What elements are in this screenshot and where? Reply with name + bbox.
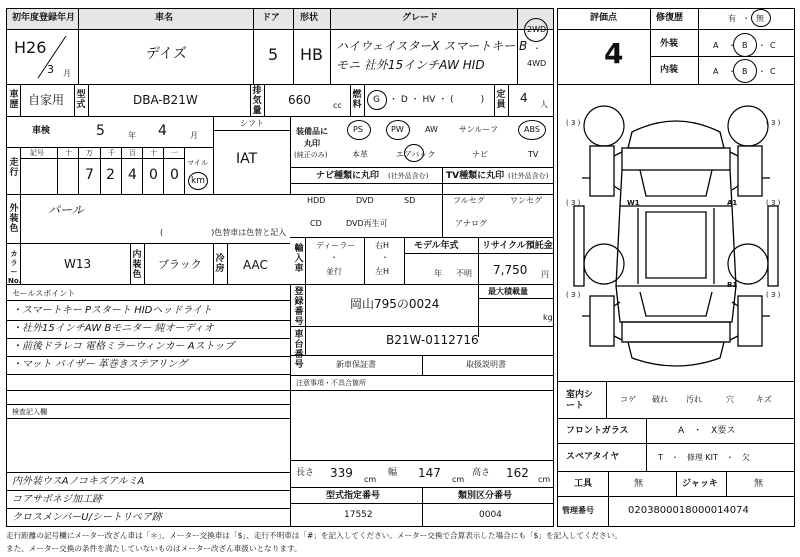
sales-line-3: ・前後ドラレコ 電格ミラーウィンカー Aストップ <box>12 341 235 352</box>
max-load-unit: kg <box>543 313 553 322</box>
equip-sunroof: サンルーフ <box>459 125 498 134</box>
import-label: 輸入車 <box>294 244 304 274</box>
inspection-label: 車検 <box>32 126 51 136</box>
fuel-label: 燃料 <box>352 90 362 110</box>
recycle-label: リサイクル預託金 <box>482 241 553 251</box>
capacity-value: 4 <box>520 91 528 105</box>
management-no-label: 管理番号 <box>562 506 594 515</box>
tools-value: 無 <box>634 479 644 489</box>
class-no-label: 類別区分番号 <box>458 491 513 501</box>
mileage-digit-3: 4 <box>128 167 137 183</box>
sales-line-4: ・マット バイザー 革巻きステアリング <box>12 359 188 370</box>
grade-line-2: モニ 社外15インチAW HID <box>336 58 485 72</box>
jack-value: 無 <box>754 479 764 489</box>
equip-aw: AW <box>425 125 438 134</box>
exterior-color-value: パール <box>48 203 84 217</box>
drive-2wd: 2WD <box>527 25 547 34</box>
car-type-label: 車歴 <box>9 90 19 110</box>
damage-mark-w1: W1 <box>627 199 640 207</box>
navi-cd: CD <box>310 219 322 228</box>
equip-pw: PW <box>391 125 404 134</box>
recycle-value: 7,750 <box>493 263 528 277</box>
import-dot-2: ・ <box>381 253 389 262</box>
diagram-q3-mid-right: ( 3 ) <box>766 199 781 207</box>
sales-line-2: ・社外15インチAW Bモニター 純オーディオ <box>12 323 214 334</box>
import-right: 右H <box>375 241 390 250</box>
car-name-header: 車名 <box>155 13 174 23</box>
header-band <box>7 9 553 29</box>
mileage-digit-5: 0 <box>170 167 179 183</box>
repair-no: 無 <box>756 14 764 23</box>
jack-label: ジャッキ <box>682 479 718 489</box>
equipment-label-1: 装備品に <box>296 127 328 136</box>
height-value: 162 <box>506 466 529 480</box>
first-reg-month-unit: 月 <box>63 69 71 78</box>
height-label: 高さ <box>472 468 491 478</box>
fuel-g: G <box>373 95 380 105</box>
recycle-unit: 円 <box>541 270 549 279</box>
int-grade-c: C <box>770 67 776 76</box>
navi-hdd: HDD <box>307 196 326 205</box>
int-dot-1: ・ <box>728 67 736 76</box>
model-year-label: モデル年式 <box>414 241 459 251</box>
mile-unit: マイル <box>187 159 208 167</box>
diagram-q3-bottom-left: ( 3 ) <box>566 291 581 299</box>
tv-sub: (社外品含む) <box>508 172 549 180</box>
grade-header: グレード <box>402 13 439 23</box>
spare-tire-label: スペアタイヤ <box>566 452 620 462</box>
chassis-value: B21W-0112716 <box>386 333 479 347</box>
length-unit: cm <box>364 475 377 484</box>
width-value: 147 <box>418 466 441 480</box>
diagram-q3-mid-left: ( 3 ) <box>566 199 581 207</box>
shape-value: HB <box>300 45 324 64</box>
seat-item-hole: 穴 <box>726 395 734 404</box>
equipment-label-2: 丸印 <box>304 139 320 148</box>
tv-oneseg: ワンセグ <box>510 196 542 205</box>
import-parallel: 並行 <box>326 267 342 276</box>
ac-label: 冷房 <box>215 254 225 274</box>
int-grade-a: A <box>713 67 719 76</box>
km-unit: km <box>191 176 205 186</box>
interior-color-label: 内装色 <box>132 250 142 280</box>
equip-abs: ABS <box>524 125 540 134</box>
footer-note-2: また、メーター交換の条件を満たしていないものはメーター改ざん車扱いとなります。 <box>6 544 302 553</box>
inspection-line-1: 内外装ウスAノコキズアルミA <box>12 476 145 487</box>
equip-tv: TV <box>528 150 539 159</box>
ext-grade-a: A <box>713 41 719 50</box>
inspection-line-2: コアサポネジ加工跡 <box>12 494 102 505</box>
int-grade-b: B <box>742 67 748 76</box>
car-name-value: デイズ <box>146 46 187 62</box>
ext-dot-1: ・ <box>728 41 736 50</box>
exterior-grade-label: 外装 <box>660 39 679 49</box>
digit-label-10man: 十 <box>65 149 72 157</box>
ext-grade-c: C <box>770 41 776 50</box>
equipment-label-3: (純正のみ) <box>294 151 328 159</box>
mileage-digit-1: 7 <box>85 167 94 183</box>
spare-tire-value: T ・ 修理 KIT ・ 欠 <box>658 453 750 462</box>
max-load-label: 最大積載量 <box>488 287 528 296</box>
length-value: 339 <box>330 466 353 480</box>
shape-header: 形状 <box>300 13 319 23</box>
ext-dot-2: ・ <box>758 41 766 50</box>
height-unit: cm <box>538 475 551 484</box>
digit-label-ichi: 一 <box>171 149 178 157</box>
length-label: 長さ <box>296 468 315 478</box>
repair-yes: 有 <box>728 14 736 23</box>
sales-line-1: ・スマートキー Pスタート HIDヘッドライト <box>12 305 213 316</box>
import-dealer: ディーラー <box>316 241 356 250</box>
drive-dot: ・ <box>533 44 541 53</box>
inspection-entry-label: 検査記入欄 <box>12 408 47 416</box>
diagram-q3-top-left: ( 3 ) <box>566 119 581 127</box>
tools-label: 工具 <box>574 479 593 489</box>
footer-note-1: 走行距離の記号欄にメーター改ざん車は「＊」、メーター交換車は「$」、走行不明車は「#」を記入してください。メーター交換で合算表示した場合にも「$」を記入してください。 <box>6 531 622 540</box>
model-label: 型式 <box>76 90 86 110</box>
fuel-options: ・ D ・ HV ・ ( ) <box>389 95 485 105</box>
color-code-value: W13 <box>64 257 92 271</box>
diagram-q3-top-right: ( 3 ) <box>766 119 781 127</box>
first-reg-month: 3 <box>47 63 54 76</box>
mileage-digit-2: 2 <box>106 167 115 183</box>
width-label: 幅 <box>388 468 398 478</box>
door-header: ドア <box>262 13 280 23</box>
import-left: 左H <box>375 267 390 276</box>
notes-label: 注意事項・不具合箇所 <box>296 379 366 387</box>
repair-label: 修復歴 <box>656 13 684 23</box>
mileage-digit-4: 0 <box>149 167 158 183</box>
damage-mark-a1: A1 <box>727 199 738 207</box>
equip-airbag: エアバック <box>396 150 436 159</box>
inspection-month: 4 <box>158 123 167 139</box>
equip-navi: ナビ <box>472 150 488 159</box>
registration-label: 登録番号 <box>294 287 304 327</box>
tv-analog: アナログ <box>455 219 487 228</box>
model-year-unit: 年 <box>434 269 442 278</box>
digit-label-symbol: 記号 <box>30 149 44 157</box>
interior-color-value: ブラック <box>158 258 202 271</box>
management-no-value: 0203800018000014074 <box>628 505 749 516</box>
capacity-label: 定員 <box>496 90 506 110</box>
width-unit: cm <box>452 475 465 484</box>
inspection-year-unit: 年 <box>128 131 136 140</box>
interior-seat-label: 室内シート <box>566 390 594 411</box>
tv-title: TV種類に丸印 <box>446 171 505 181</box>
score-label: 評価点 <box>590 13 618 23</box>
class-no-value: 0004 <box>479 510 502 520</box>
inspection-year: 5 <box>96 123 105 139</box>
equip-ps: PS <box>353 125 363 134</box>
seat-item-burn: コゲ <box>620 395 636 404</box>
color-code-label: カラーNo. <box>8 250 22 285</box>
damage-mark-b1: B1 <box>727 281 738 289</box>
type-no-value: 17552 <box>344 510 373 520</box>
doors-value: 5 <box>268 45 279 64</box>
model-value: DBA-B21W <box>133 93 198 107</box>
digit-label-man: 万 <box>86 149 93 157</box>
ext-grade-b: B <box>742 41 748 50</box>
model-year-unknown: 不明 <box>456 269 472 278</box>
windshield-value: A ・ X要ス <box>678 426 736 436</box>
car-type-value: 自家用 <box>28 93 65 107</box>
int-dot-2: ・ <box>758 67 766 76</box>
registration-value: 岡山795の0024 <box>350 297 440 311</box>
navi-dvd: DVD <box>356 196 374 205</box>
digit-label-juu: 十 <box>150 149 157 157</box>
seat-item-scratch: キズ <box>756 395 772 404</box>
sales-point-label: セールスポイント <box>12 289 76 298</box>
digit-label-hyaku: 百 <box>129 149 136 157</box>
seat-item-dirt: 汚れ <box>686 395 702 404</box>
digit-label-sen: 千 <box>108 149 115 157</box>
inspection-month-unit: 月 <box>190 131 198 140</box>
inspection-line-3: クロスメンバーU/シートリペア跡 <box>12 512 162 523</box>
ac-value: AAC <box>243 258 268 272</box>
mileage-label: 走行 <box>9 158 19 178</box>
drive-4wd: 4WD <box>527 59 547 68</box>
displacement-value: 660 <box>288 93 311 107</box>
shift-label: シフト <box>240 119 264 128</box>
navi-sd: SD <box>404 196 416 205</box>
equip-leather: 本革 <box>352 150 368 159</box>
navi-dvd-play: DVD再生可 <box>346 219 388 228</box>
seat-item-tear: 破れ <box>652 395 668 404</box>
owners-manual: 取扱説明書 <box>466 360 506 369</box>
displacement-label: 排気量 <box>252 86 262 116</box>
diagram-q3-bottom-right: ( 3 ) <box>766 291 781 299</box>
capacity-unit: 人 <box>540 100 548 109</box>
tv-fullseg: フルセグ <box>453 196 485 205</box>
exterior-color-label: 外装色 <box>9 204 19 234</box>
interior-grade-label: 内装 <box>660 65 679 75</box>
score-value: 4 <box>604 37 624 70</box>
first-reg-era: H26 <box>14 38 47 57</box>
first-reg-header: 初年度登録年月 <box>12 13 76 23</box>
shift-value: IAT <box>236 151 258 167</box>
navi-sub: (社外品含む) <box>388 172 429 180</box>
displacement-unit: cc <box>333 101 342 110</box>
color-change-note: ( )色替車は色替と記入 <box>160 228 287 237</box>
type-no-label: 型式指定番号 <box>326 491 381 501</box>
grade-line-1: ハイウェイスターX スマートキー B <box>336 39 528 53</box>
navi-title: ナビ種類に丸印 <box>316 171 380 181</box>
import-dot: ・ <box>330 253 338 262</box>
chassis-label: 車台番号 <box>294 330 304 370</box>
repair-dot: ・ <box>742 14 750 23</box>
windshield-label: フロントガラス <box>566 426 629 436</box>
car-damage-diagram <box>560 86 792 376</box>
new-car-warranty: 新車保証書 <box>336 360 376 369</box>
